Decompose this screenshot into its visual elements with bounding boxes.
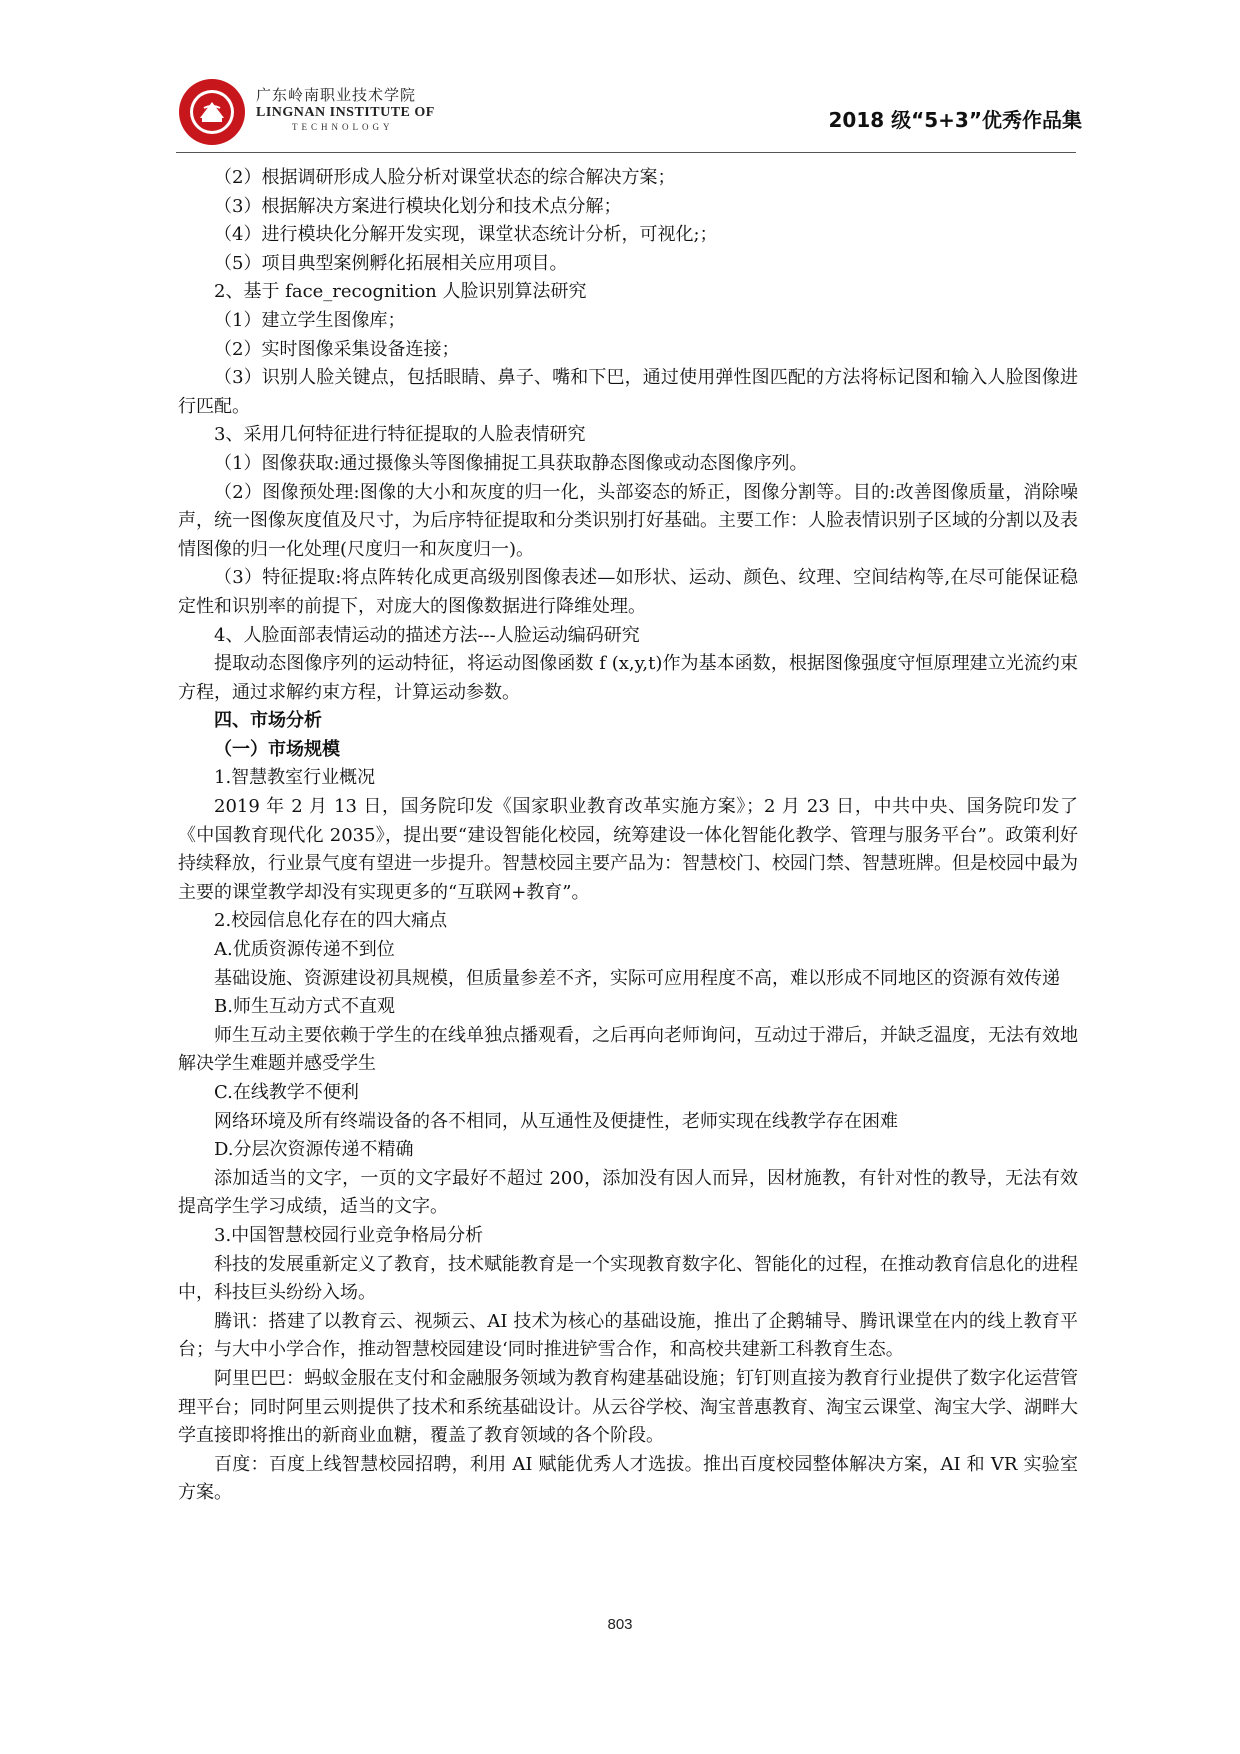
paragraph: 2019 年 2 月 13 日，国务院印发《国家职业教育改革实施方案》；2 月 23 日，中共中央、国务院印发了《中国教育现代化 2035》，提出要“建设智能化校园，统筹建设一体化智能化教学、管理与服务平台”。政策利好持续释放，行业景气度有望进一步提升。智慧校园主要产品为：智慧校门、校园门禁、智慧班牌。但是校园中最为主要的课堂教学却没有实现更多的“互联网+教育”。 — [178, 796, 1078, 903]
school-name-en-sub: TECHNOLOGY — [292, 122, 394, 132]
paragraph: 百度：百度上线智慧校园招聘，利用 AI 赋能优秀人才选拔。推出百度校园整体解决方案，AI 和 VR 实验室方案。 — [178, 1453, 1078, 1504]
paragraph: （1）图像获取:通过摄像头等图像捕捉工具获取静态图像或动态图像序列。 — [214, 452, 808, 474]
paragraph: 网络环境及所有终端设备的各不相同，从互通性及便捷性，老师实现在线教学存在困难 — [214, 1110, 898, 1132]
paragraph: （3）识别人脸关键点，包括眼睛、鼻子、嘴和下巴，通过使用弹性图匹配的方法将标记图和输入人脸图像进行匹配。 — [178, 367, 1078, 417]
school-name-cn: 广东岭南职业技术学院 — [256, 86, 417, 104]
header-divider — [176, 152, 1076, 153]
page-number: 803 — [607, 1616, 633, 1633]
paragraph: 师生互动主要依赖于学生的在线单独点播观看，之后再向老师询问，互动过于滞后，并缺乏温度，无法有效地解决学生难题并感受学生 — [178, 1024, 1078, 1075]
paragraph: 2、基于 face_recognition 人脸识别算法研究 — [214, 281, 587, 303]
section-heading: 四、市场分析 — [214, 710, 322, 732]
paragraph: （1）建立学生图像库； — [214, 309, 406, 331]
school-name-en: LINGNAN INSTITUTE OF — [256, 105, 435, 120]
collection-title: 2018 级“5+3”优秀作品集 — [828, 108, 1082, 132]
paragraph: C.在线教学不便利 — [214, 1082, 359, 1103]
paragraph: 腾讯：搭建了以教育云、视频云、AI 技术为核心的基础设施，推出了企鹅辅导、腾讯课堂在内的线上教育平台；与大中小学合作，推动智慧校园建设‘同时推进铲雪合作，和高校共建新工科教育生态。 — [178, 1310, 1078, 1361]
paragraph: 1.智慧教室行业概况 — [214, 767, 376, 789]
paragraph: 阿里巴巴：蚂蚁金服在支付和金融服务领域为教育构建基础设施；钉钉则直接为教育行业提供了数字化运营管理平台；同时阿里云则提供了技术和系统基础设计。从云谷学校、淘宝普惠教育、淘宝云课堂、淘宝大学、湖畔大学直接即将推出的新商业血糖，覆盖了教育领域的各个阶段。 — [178, 1367, 1078, 1447]
paragraph: A.优质资源传递不到位 — [214, 939, 395, 961]
paragraph: B.师生互动方式不直观 — [214, 996, 395, 1018]
paragraph: （3）特征提取:将点阵转化成更高级别图像表述—如形状、运动、颜色、纹理、空间结构等,在尽可能保证稳定性和识别率的前提下，对庞大的图像数据进行降维处理。 — [178, 567, 1078, 617]
paragraph: 3.中国智慧校园行业竞争格局分析 — [214, 1224, 484, 1246]
school-name-block — [256, 86, 435, 132]
paragraph: （4）进行模块化分解开发实现，课堂状态统计分析，可视化;； — [214, 224, 718, 246]
paragraph: （2）图像预处理:图像的大小和灰度的归一化，头部姿态的矫正，图像分割等。目的:改善图像质量，消除噪声，统一图像灰度值及尺寸，为后序特征提取和分类识别打好基础。主要工作：人脸表情识别子区域的分割以及表情图像的归一化处理(尺度归一和灰度归一)。 — [178, 481, 1078, 560]
paragraph: 4、人脸面部表情运动的描述方法---人脸运动编码研究 — [214, 624, 640, 646]
page-header — [0, 0, 1240, 150]
paragraph: （2）根据调研形成人脸分析对课堂状态的综合解决方案； — [214, 167, 676, 188]
paragraph: （5）项目典型案例孵化拓展相关应用项目。 — [214, 252, 568, 274]
paragraph: 提取动态图像序列的运动特征，将运动图像函数 f (x,y,t)作为基本函数，根据图像强度守恒原理建立光流约束方程，通过求解约束方程，计算运动参数。 — [178, 653, 1078, 703]
paragraph: （3）根据解决方案进行模块化划分和技术点分解； — [214, 195, 622, 217]
school-seal-logo — [178, 78, 246, 146]
paragraph: 3、采用几何特征进行特征提取的人脸表情研究 — [214, 424, 586, 446]
paragraph: （2）实时图像采集设备连接； — [214, 338, 460, 360]
paragraph: 基础设施、资源建设初具规模，但质量参差不齐，实际可应用程度不高，难以形成不同地区的资源有效传递 — [214, 967, 1060, 989]
document-body — [178, 164, 1078, 1508]
section-heading: （一）市场规模 — [214, 738, 340, 760]
paragraph: 2.校园信息化存在的四大痛点 — [214, 910, 448, 932]
paragraph: 科技的发展重新定义了教育，技术赋能教育是一个实现教育数字化、智能化的过程，在推动教育信息化的进程中，科技巨头纷纷入场。 — [178, 1253, 1078, 1304]
paragraph: D.分层次资源传递不精确 — [214, 1139, 414, 1161]
paragraph: 添加适当的文字，一页的文字最好不超过 200，添加没有因人而异，因材施教，有针对性的教导，无法有效提高学生学习成绩，适当的文字。 — [178, 1167, 1078, 1218]
